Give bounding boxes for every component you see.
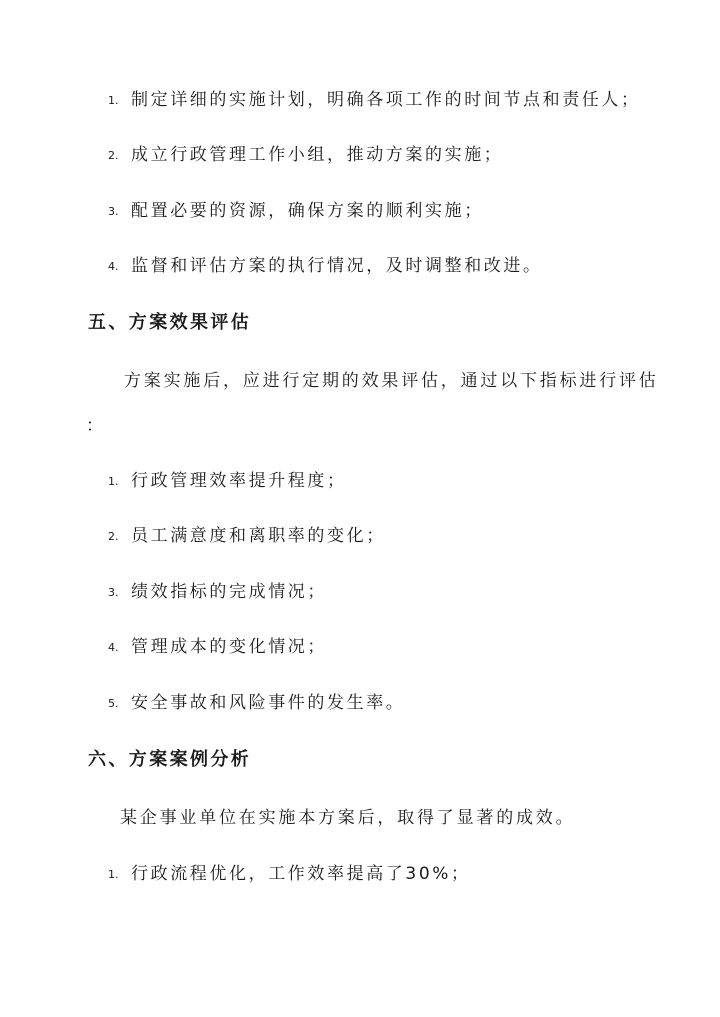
list-item-text: 行政管理效率提升程度； bbox=[131, 471, 347, 491]
list-item-text: 监督和评估方案的执行情况，及时调整和改进。 bbox=[131, 256, 543, 276]
list-item-text: 安全事故和风险事件的发生率。 bbox=[131, 693, 406, 713]
section-heading: 六、方案案例分析 bbox=[88, 749, 252, 770]
list-item-number: 1. bbox=[108, 94, 119, 107]
list-item bbox=[108, 254, 543, 279]
paragraph-continuation: ： bbox=[86, 416, 103, 436]
list-item bbox=[108, 469, 347, 494]
list-item-number: 4. bbox=[108, 641, 119, 654]
list-item-text: 制定详细的实施计划，明确各项工作的时间节点和责任人； bbox=[131, 90, 641, 110]
list-item-text: 成立行政管理工作小组，推动方案的实施； bbox=[131, 145, 504, 165]
list-item-text: 管理成本的变化情况； bbox=[131, 637, 327, 657]
list-item-number: 4. bbox=[108, 260, 119, 273]
list-item-text: 配置必要的资源，确保方案的顺利实施； bbox=[131, 201, 484, 221]
list-item bbox=[108, 199, 484, 224]
list-item-text: 行政流程优化，工作效率提高了30%； bbox=[131, 864, 471, 884]
list-item-number: 2. bbox=[108, 149, 119, 162]
list-item-number: 3. bbox=[108, 586, 119, 599]
list-item bbox=[108, 580, 327, 605]
list-item bbox=[108, 691, 405, 716]
list-item-number: 2. bbox=[108, 530, 119, 543]
list-item-number: 5. bbox=[108, 697, 119, 710]
list-item bbox=[108, 88, 641, 113]
list-item bbox=[108, 524, 386, 549]
paragraph: 方案实施后，应进行定期的效果评估，通过以下指标进行评估 bbox=[124, 371, 659, 391]
list-item-number: 3. bbox=[108, 205, 119, 218]
list-item-number: 1. bbox=[108, 475, 119, 488]
paragraph: 某企事业单位在实施本方案后，取得了显著的成效。 bbox=[120, 808, 576, 828]
list-item-number: 1. bbox=[108, 868, 119, 881]
section-heading: 五、方案效果评估 bbox=[88, 312, 252, 333]
list-item bbox=[108, 143, 503, 168]
list-item bbox=[108, 635, 327, 660]
list-item-text: 绩效指标的完成情况； bbox=[131, 582, 327, 602]
list-item-text: 员工满意度和离职率的变化； bbox=[131, 526, 386, 546]
list-item bbox=[108, 862, 471, 887]
